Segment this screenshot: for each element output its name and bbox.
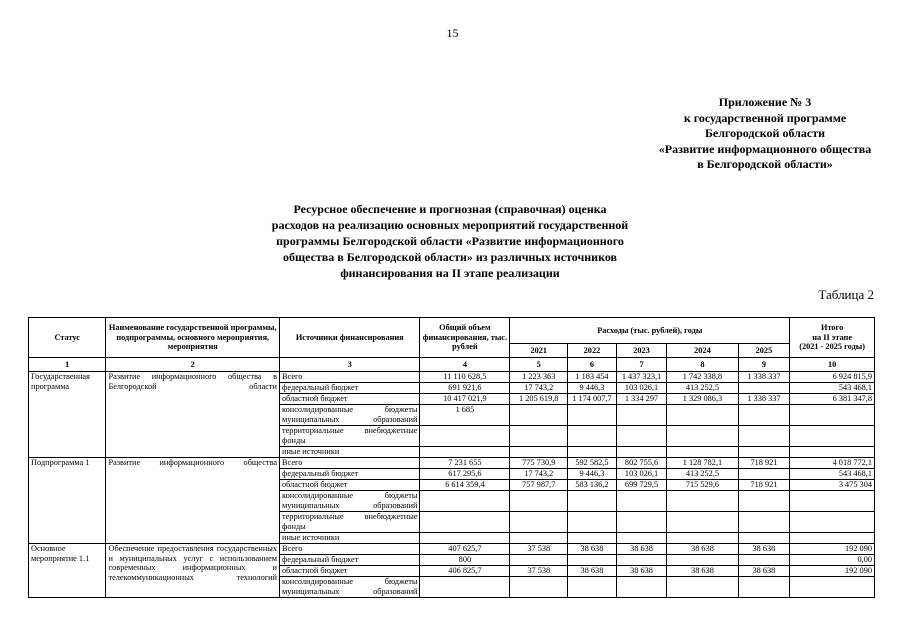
value-cell-y2025: 718 921 [738,458,790,469]
value-cell-itogo: 4 018 772,1 [790,458,875,469]
value-cell-y2025 [738,512,790,533]
value-cell-y2023: 1 437 323,1 [616,372,667,383]
source-cell: территориальные внебюджетные фонды [280,512,420,533]
value-cell-itogo [790,426,875,447]
status-cell: Государственная программа [29,372,106,458]
value-cell-y2025 [738,426,790,447]
header-itogo [790,318,875,358]
document-title [235,201,665,281]
name-cell: Развитие информационного общества [106,458,280,544]
column-index: 4 [420,358,510,372]
value-cell-y2023: 103 026,1 [616,469,667,480]
value-cell-y2022: 9 446,3 [568,469,617,480]
value-cell-total: 617 295,6 [420,469,510,480]
value-cell-total [420,577,510,598]
funding-table [28,317,875,598]
value-cell-y2021 [510,491,568,512]
value-cell-total: 11 110 628,5 [420,372,510,383]
column-index: 8 [667,358,738,372]
value-cell-y2021 [510,577,568,598]
value-cell-y2024: 715 529,6 [667,480,738,491]
value-cell-y2023 [616,405,667,426]
value-cell-y2022 [568,405,617,426]
value-cell-y2024 [667,491,738,512]
header-year: 2021 [510,344,568,358]
value-cell-y2025: 1 338 337 [738,394,790,405]
value-cell-y2025 [738,533,790,544]
source-cell: федеральный бюджет [280,469,420,480]
value-cell-itogo [790,405,875,426]
value-cell-y2024 [667,533,738,544]
value-cell-y2021: 37 538 [510,544,568,555]
table-label: Таблица 2 [818,287,874,302]
value-cell-y2024 [667,447,738,458]
table-row [29,544,875,555]
source-cell: Всего [280,458,420,469]
value-cell-total [420,491,510,512]
value-cell-y2023 [616,447,667,458]
table-row [29,458,875,469]
value-cell-y2023: 699 729,5 [616,480,667,491]
value-cell-itogo [790,491,875,512]
table-row [29,372,875,383]
value-cell-total: 7 231 655 [420,458,510,469]
status-cell: Основное мероприятие 1.1 [29,544,106,598]
value-cell-y2021 [510,405,568,426]
column-index: 2 [106,358,280,372]
value-cell-y2022 [568,447,617,458]
name-cell: Обеспечение предоставления государственных и муниципальных услуг с использованием современных информационных и телекоммуникационных технологий [106,544,280,598]
value-cell-y2025 [738,577,790,598]
source-cell: иные источники [280,447,420,458]
value-cell-y2025 [738,469,790,480]
value-cell-itogo: 0,00 [790,555,875,566]
column-index: 10 [790,358,875,372]
title-line: Ресурсное обеспечение и прогнозная (справочная) оценка [293,202,607,216]
value-cell-y2025 [738,555,790,566]
value-cell-y2024: 1 329 086,3 [667,394,738,405]
source-cell: областной бюджет [280,480,420,491]
column-index: 6 [568,358,617,372]
value-cell-y2023: 802 755,6 [616,458,667,469]
value-cell-itogo [790,577,875,598]
value-cell-y2024: 413 252,5 [667,469,738,480]
value-cell-y2021 [510,512,568,533]
value-cell-y2025 [738,491,790,512]
value-cell-y2023 [616,533,667,544]
value-cell-y2024 [667,555,738,566]
source-cell: территориальные внебюджетные фонды [280,426,420,447]
value-cell-y2025: 718 921 [738,480,790,491]
value-cell-y2022 [568,512,617,533]
value-cell-itogo: 543 468,1 [790,469,875,480]
value-cell-y2022 [568,491,617,512]
appendix-line: в Белгородской области» [697,157,833,171]
value-cell-y2021: 1 205 619,8 [510,394,568,405]
value-cell-y2023 [616,491,667,512]
header-status: Статус [29,318,106,358]
value-cell-y2024: 1 128 782,1 [667,458,738,469]
value-cell-itogo: 543 468,1 [790,383,875,394]
source-cell: Всего [280,372,420,383]
value-cell-itogo [790,533,875,544]
value-cell-y2021: 757 987,7 [510,480,568,491]
value-cell-y2024: 38 638 [667,566,738,577]
header-name: Наименование государственной программы, подпрограммы, основного мероприятия, мероприятия [106,318,280,358]
page-number: 15 [446,26,459,40]
value-cell-y2024 [667,405,738,426]
header-itogo-line: (2021 - 2025 годы) [799,342,866,352]
value-cell-y2023: 38 638 [616,544,667,555]
value-cell-y2022 [568,426,617,447]
value-cell-total: 407 625,7 [420,544,510,555]
value-cell-y2022: 9 446,3 [568,383,617,394]
column-index: 7 [616,358,667,372]
value-cell-itogo [790,447,875,458]
value-cell-total: 406 825,7 [420,566,510,577]
value-cell-y2021 [510,426,568,447]
source-cell: консолидированные бюджеты муниципальных образований [280,405,420,426]
value-cell-y2024 [667,512,738,533]
header-year: 2024 [667,344,738,358]
source-cell: областной бюджет [280,566,420,577]
header-year: 2023 [616,344,667,358]
header-itogo-line: Итого [820,323,844,333]
value-cell-total: 800 [420,555,510,566]
table-body [29,372,875,598]
value-cell-total [420,426,510,447]
value-cell-y2024: 413 252,5 [667,383,738,394]
title-line: программы Белгородской области «Развитие информационного [276,234,624,248]
column-index: 5 [510,358,568,372]
value-cell-y2022: 592 582,5 [568,458,617,469]
value-cell-total: 10 417 021,9 [420,394,510,405]
appendix-header [600,95,905,173]
value-cell-y2025 [738,447,790,458]
value-cell-y2021 [510,555,568,566]
value-cell-y2021: 17 743,2 [510,383,568,394]
header-total-volume: Общий объем финансирования, тыс. рублей [420,318,510,358]
header-year: 2025 [738,344,790,358]
value-cell-itogo: 3 475 304 [790,480,875,491]
value-cell-y2023 [616,555,667,566]
value-cell-y2025: 1 338 337 [738,372,790,383]
appendix-line: Приложение № 3 [718,95,812,109]
value-cell-y2021 [510,533,568,544]
value-cell-total [420,447,510,458]
title-line: расходов на реализацию основных мероприятий государственной [271,218,629,232]
value-cell-y2021: 17 743,2 [510,469,568,480]
source-cell: консолидированные бюджеты муниципальных образований [280,577,420,598]
value-cell-y2021 [510,447,568,458]
source-cell: Всего [280,544,420,555]
value-cell-y2025 [738,383,790,394]
value-cell-y2022 [568,533,617,544]
value-cell-y2022: 38 638 [568,566,617,577]
value-cell-y2022 [568,577,617,598]
value-cell-total [420,512,510,533]
value-cell-y2021: 1 223 363 [510,372,568,383]
header-expenses: Расходы (тыс. рублей), годы [510,318,790,344]
column-index: 1 [29,358,106,372]
value-cell-itogo: 6 381 347,8 [790,394,875,405]
value-cell-y2023 [616,577,667,598]
title-line: финансирования на II этапе реализации [340,266,560,280]
value-cell-y2025: 38 638 [738,544,790,555]
source-cell: областной бюджет [280,394,420,405]
source-cell: федеральный бюджет [280,555,420,566]
value-cell-y2022: 38 638 [568,544,617,555]
appendix-line: «Развитие информационного общества [658,141,872,156]
status-cell: Подпрограмма 1 [29,458,106,544]
value-cell-itogo: 192 090 [790,544,875,555]
column-index: 9 [738,358,790,372]
column-index: 3 [280,358,420,372]
value-cell-y2023 [616,426,667,447]
value-cell-y2022: 1 174 007,7 [568,394,617,405]
value-cell-y2022 [568,555,617,566]
title-line: общества в Белгородской области» из различных источников [282,250,618,264]
header-year: 2022 [568,344,617,358]
source-cell: консолидированные бюджеты муниципальных образований [280,491,420,512]
header-itogo-line: на II этапе [812,332,853,342]
value-cell-total [420,533,510,544]
value-cell-itogo: 192 090 [790,566,875,577]
value-cell-total: 691 921,6 [420,383,510,394]
value-cell-y2021: 37 538 [510,566,568,577]
value-cell-y2022: 583 136,2 [568,480,617,491]
value-cell-y2024: 1 742 338,8 [667,372,738,383]
value-cell-y2023 [616,512,667,533]
value-cell-y2025 [738,405,790,426]
value-cell-itogo: 6 924 815,9 [790,372,875,383]
value-cell-y2022: 1 183 454 [568,372,617,383]
value-cell-y2024: 38 638 [667,544,738,555]
value-cell-y2024 [667,426,738,447]
value-cell-y2023: 1 334 297 [616,394,667,405]
appendix-line: Белгородской области [704,126,826,140]
name-cell: Развитие информационного общества в Белгородской области [106,372,280,458]
value-cell-itogo [790,512,875,533]
value-cell-y2023: 103 026,1 [616,383,667,394]
value-cell-y2024 [667,577,738,598]
value-cell-total: 6 614 359,4 [420,480,510,491]
header-source: Источники финансирования [280,318,420,358]
value-cell-total: 1 685 [420,405,510,426]
value-cell-y2021: 775 730,9 [510,458,568,469]
appendix-line: к государственной программе [683,110,847,125]
source-cell: иные источники [280,533,420,544]
value-cell-y2023: 38 638 [616,566,667,577]
value-cell-y2025: 38 638 [738,566,790,577]
source-cell: федеральный бюджет [280,383,420,394]
